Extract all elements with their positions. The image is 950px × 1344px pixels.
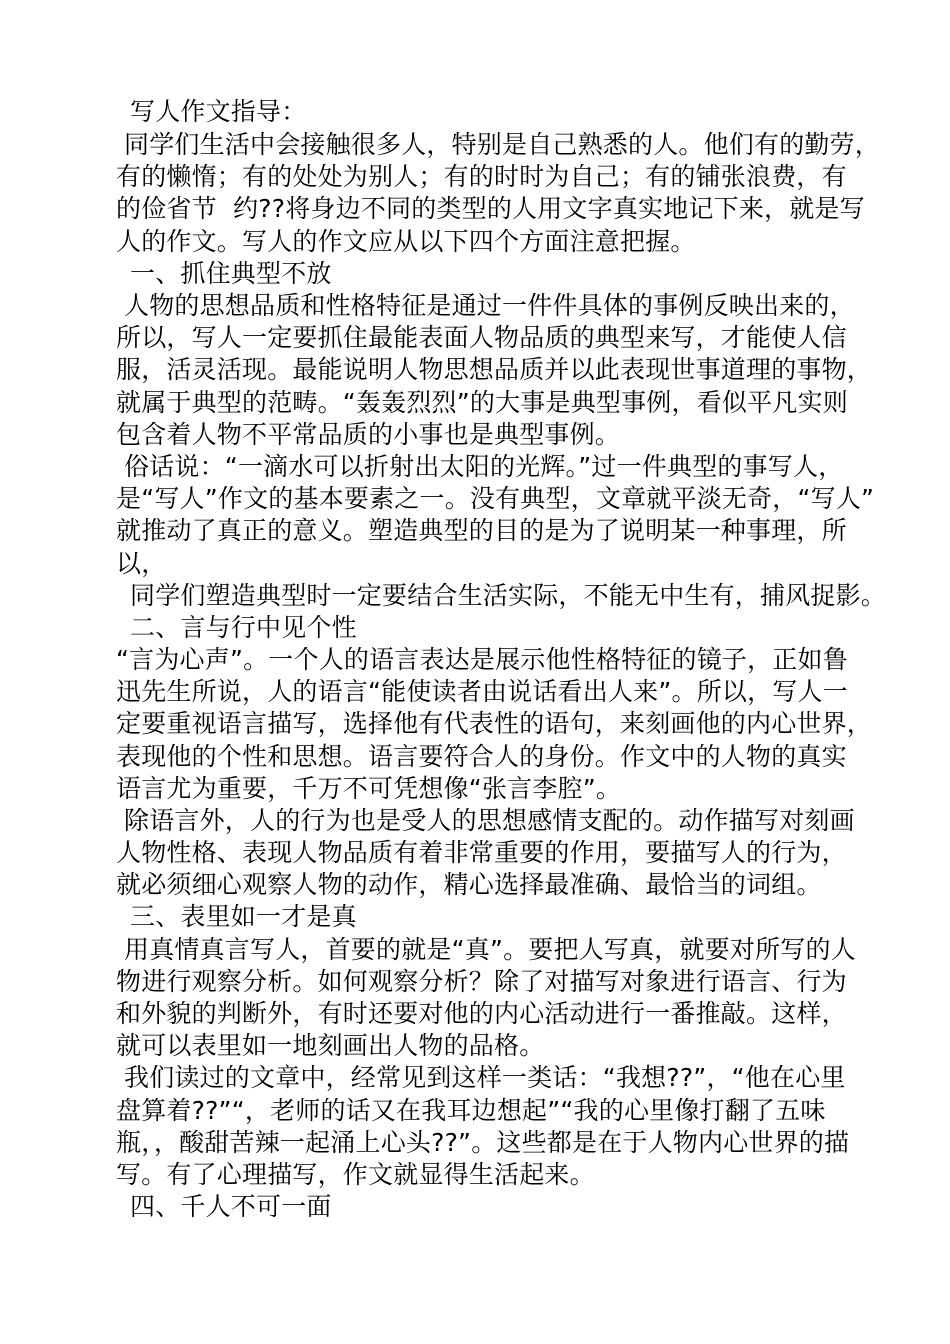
section-heading-3: 三、表里如一才是真 [130,902,357,931]
text-line: 人物的思想品质和性格特征是通过一件件具体的事例反映出来的， [124,291,855,320]
text-line: 盘算着??”“，老师的话又在我耳边想起”“我的心里像打翻了五味 [116,1096,826,1125]
text-line: 我们读过的文章中，经常见到这样一类话：“我想??”，“他在心里 [124,1063,846,1092]
text-line: 写。有了心理描写，作文就显得生活起来。 [116,1160,595,1189]
text-line: 人的作文。写人的作文应从以下四个方面注意把握。 [116,227,696,256]
text-line: “言为心声”。一个人的语言表达是展示他性格特征的镜子，正如鲁 [116,645,848,674]
text-line: 定要重视语言描写，选择他有代表性的语句，来刻画他的内心世界， [116,709,873,738]
text-line: 所以，写人一定要抓住最能表面人物品质的典型来写，才能使人信 [116,323,847,352]
text-line: 物进行观察分析。如何观察分析？除了对描写对象进行语言、行为 [116,967,847,996]
text-line: 就必须细心观察人物的动作，精心选择最准确、最恰当的词组。 [116,870,822,899]
text-line: 除语言外，人的行为也是受人的思想感情支配的。动作描写对刻画 [124,806,855,835]
text-line: 用真情真言写人，首要的就是“真”。要把人写真，就要对所写的人 [124,935,856,964]
text-line: 是“写人”作文的基本要素之一。没有典型，文章就平淡无奇，“写人” [116,484,875,513]
text-line: 服，活灵活现。最能说明人物思想品质并以此表现世事道理的事物， [116,355,873,384]
text-line: 瓶，，酸甜苦辣一起涌上心头??”。这些都是在于人物内心世界的描 [116,1128,850,1157]
text-line: 有的懒惰；有的处处为别人；有的时时为自己；有的铺张浪费，有 [116,162,847,191]
text-line: 包含着人物不平常品质的小事也是典型事例。 [116,420,621,449]
text-line: 迅先生所说，人的语言“能使读者由说话看出人来”。所以，写人一 [116,677,848,706]
text-line: 俗话说：“一滴水可以折射出太阳的光辉。”过一件典型的事写人， [124,452,844,481]
text-line: 就可以表里如一地刻画出人物的品格。 [116,1031,545,1060]
text-line: 以， [116,549,167,578]
section-heading-1: 一、抓住典型不放 [130,259,332,288]
section-heading-4: 四、千人不可一面 [130,1192,332,1221]
text-line: 和外貌的判断外，有时还要对他的内心活动进行一番推敲。这样， [116,999,847,1028]
text-line: 同学们生活中会接触很多人，特别是自己熟悉的人。他们有的勤劳， [124,130,881,159]
text-line: 表现他的个性和思想。语言要符合人的身份。作文中的人物的真实 [116,742,847,771]
text-line: 人物性格、表现人物品质有着非常重要的作用，要描写人的行为， [116,838,847,867]
text-line: 的俭省节 约??将身边不同的类型的人用文字真实地记下来，就是写 [116,194,865,223]
section-heading-2: 二、言与行中见个性 [130,613,357,642]
text-line: 就属于典型的范畴。“轰轰烈烈”的大事是典型事例，看似平凡实则 [116,388,848,417]
text-line: 同学们塑造典型时一定要结合生活实际，不能无中生有，捕风捉影。 [130,581,887,610]
document-title: 写人作文指导： [130,97,307,126]
text-line: 语言尤为重要，千万不可凭想像“张言李腔”。 [116,774,622,803]
text-line: 就推动了真正的意义。塑造典型的目的是为了说明某一种事理，所 [116,516,847,545]
